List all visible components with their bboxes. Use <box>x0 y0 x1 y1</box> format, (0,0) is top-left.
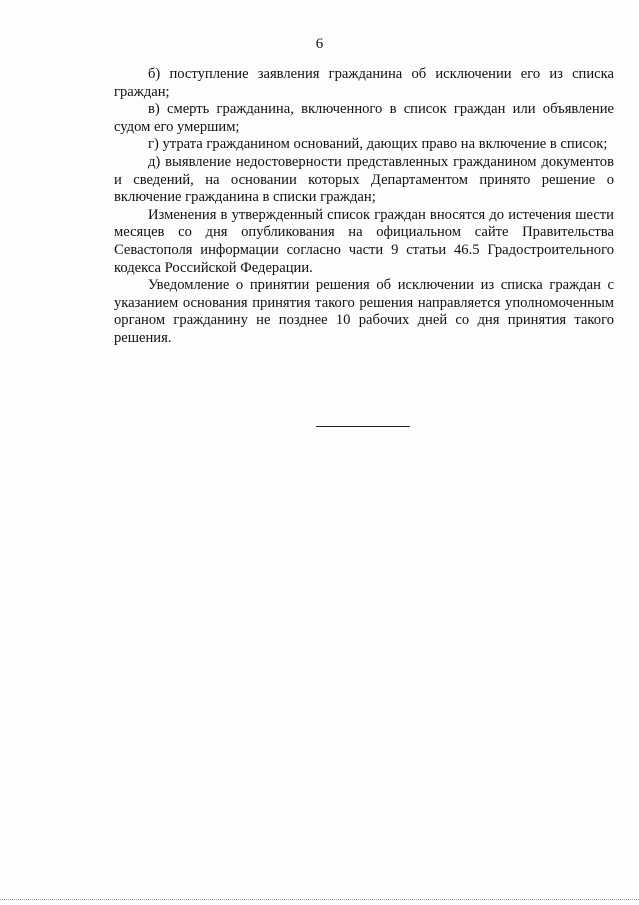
paragraph-item-v: в) смерть гражданина, включенного в список граждан или объявление судом его умершим; <box>114 101 614 135</box>
document-body <box>114 66 614 348</box>
end-separator-line <box>316 426 410 427</box>
paragraph-item-g: г) утрата гражданином оснований, дающих право на включение в список; <box>148 136 608 153</box>
scan-edge-line <box>0 899 639 900</box>
page-number: 6 <box>315 36 324 52</box>
paragraph-changes: Изменения в утвержденный список граждан вносятся до истечения шести месяцев со дня опубликования на официальном сайте Правительства Севастополя информации согласно части 9 статьи 46.5 Градостроительного кодекса Российской Федерации. <box>114 206 614 276</box>
paragraph-item-b: б) поступление заявления гражданина об исключении его из списка граждан; <box>114 66 614 100</box>
paragraph-item-d: д) выявление недостоверности представленных гражданином документов и сведений, на основании которых Департаментом принято решение о включение гражданина в списки граждан; <box>114 153 614 206</box>
paragraph-notification: Уведомление о принятии решения об исключении из списка граждан с указанием основания принятия такого решения направляется уполномоченным органом гражданину не позднее 10 рабочих дней со дня принятия такого решения. <box>114 277 614 346</box>
